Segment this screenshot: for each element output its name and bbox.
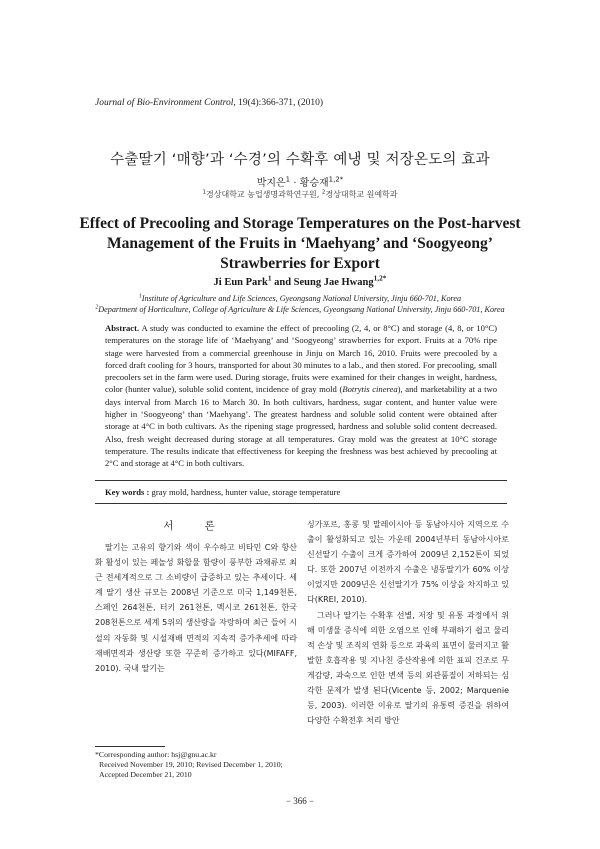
korean-title: 수출딸기 ‘매향’과 ‘수경’의 수확후 예냉 및 저장온도의 효과 xyxy=(110,152,490,168)
accepted-date: Accepted December 21, 2010 xyxy=(99,769,192,779)
section-heading-introduction: 서 론 xyxy=(163,520,229,532)
english-affil-2-sup: 2 xyxy=(95,304,99,311)
keywords-text: gray mold, hardness, hunter value, storage temperature xyxy=(149,487,341,497)
english-affiliation-1 xyxy=(40,294,560,303)
korean-author-2-sup: 1,2* xyxy=(328,175,344,184)
abstract xyxy=(105,322,497,470)
english-title-line-3: Strawberries for Export xyxy=(220,255,380,272)
journal-issue: 19(4):366-371, (2010) xyxy=(238,98,324,108)
korean-authors xyxy=(0,174,600,189)
journal-citation xyxy=(95,98,323,108)
keywords xyxy=(105,487,340,497)
english-affil-1-text: Institute of Agriculture and Life Sciences, Gyeongsang National University, Jinju 660-701, Korea xyxy=(141,294,462,303)
english-affil-1-sup: 1 xyxy=(138,293,142,300)
received-revised-dates: Received November 19, 2010; Revised December 1, 2010; xyxy=(99,759,283,769)
keywords-top-rule xyxy=(95,480,507,481)
korean-affil-2: 경상대학교 원예학과 xyxy=(325,190,398,199)
right-column-paragraph-2: 그러나 딸기는 수확후 선별, 저장 및 유통 과정에서 위해 미생물 증식에 의한 오염으로 인해 부패하기 쉽고 물리적 손상 및 조직의 연화 등으로 과육의 표면이 물러지고 활발한 호흡작용 및 지나친 증산작용에 의한 표피 건조로 무게감량, 과숙으로 인한 변색 등의 외관품질이 저하되는 심각한 문제가 발생 된다(Vicente 등, 2002; Marquenie 등, 2003). 이러한 이유로 딸기의 유통력 증진을 위하여 다양한 수확전후 처리 방안 xyxy=(307,610,509,726)
korean-author-1: 박지은 xyxy=(256,178,286,189)
page-number: − 366 − xyxy=(285,796,315,806)
korean-affil-1: 경상대학교 농업생명과학연구원, xyxy=(206,190,322,199)
left-column xyxy=(95,540,297,676)
english-author-1: Ji Eun Park xyxy=(213,277,268,288)
journal-name: Journal of Bio-Environment Control, xyxy=(95,98,236,108)
keywords-bottom-rule xyxy=(95,503,507,504)
korean-affil-1-sup: 1 xyxy=(202,189,207,196)
english-author-2: and Seung Jae Hwang xyxy=(271,277,374,288)
english-author-2-sup: 1,2* xyxy=(373,273,387,283)
footnote xyxy=(95,750,305,779)
abstract-species-name: Botrytis cinerea xyxy=(342,384,398,395)
footnote-rule xyxy=(95,746,165,747)
right-column-paragraph-1: 싱가포르, 홍콩 및 말레이시아 등 동남아시아 지역으로 수출이 활성화되고 있는 가운데 2004년부터 동남아시아로 신선딸기 수출이 크게 증가하여 2009년 2,152톤이 되었다. 또한 2007년 이전까지 수출은 냉동딸기가 60% 이상이었지만 2009년은 신선딸기가 75% 이상을 차지하고 있다(KREI, 2010). xyxy=(307,520,509,605)
right-column xyxy=(307,517,509,728)
english-title-line-2: Management of the Fruits in ‘Maehyang’ and ‘Soogyeong’ xyxy=(107,235,493,252)
korean-affiliations xyxy=(0,189,600,200)
abstract-text-part-1: A study was conducted to examine the effect of precooling (2, 4, or 8°C) and storage (4, 8, or 10°C) temperatures on the storage life of ‘Maehyang’ and ‘Soogyeong’ strawberries for export. Fruits at a 70% ripe stage were harvested from a commercial greenhouse in Jinju on March 16, 2010. Fruits were precooled by a forced draft cooling for 3 hours, transported for about 30 minutes to a lab., and then stored. For precooling, small precoolers set in the farm were used. During storage, fruits were examined for their changes in weight, hardness, color (hunter value), soluble solid content, incidence of gray mold ( xyxy=(105,323,497,395)
left-column-paragraph-1: 딸기는 고유의 향기와 색이 우수하고 비타민 C와 항산화 활성이 있는 페놀성 화합물 함량이 풍부한 과채류로 최근 전세계적으로 그 소비량이 급증하고 있는 추세이다. 세계 딸기 생산 규모는 2008년 기준으로 미국 1,149천톤, 스페인 264천톤, 터키 261천톤, 멕시코 261천톤, 한국 208천톤으로 세계 5위의 생산량을 자랑하며 최근 들어 시설의 자동화 및 시설재배 면적의 지속적 증가추세에 따라 재배면적과 생산량 또한 꾸준히 증가하고 있다(MIFAFF, 2010). 국내 딸기는 xyxy=(95,543,297,673)
english-title xyxy=(60,214,540,274)
english-author-1-sup: 1 xyxy=(267,273,272,283)
keywords-label: Key words : xyxy=(105,487,150,497)
korean-author-2: · 황승재 xyxy=(290,178,329,189)
abstract-label: Abstract. xyxy=(105,323,140,333)
english-title-line-1: Effect of Precooling and Storage Temperatures on the Post-harvest xyxy=(79,215,521,232)
abstract-text-part-2: ), and marketability at a two days interval from March 16 to March 30. In both cultivars, hardness, sugar content, and hunter value were higher in ‘Soogyeong’ than ‘Maehyang’. The greatest hardness and soluble solid content were obtained after storage at 4°C in both cultivars. As the ripening stage progressed, hardness and soluble solid content decreased. Also, fresh weight decreased during storage at all temperatures. Gray mold was the greatest at 10°C storage temperature. The results indicate that effectiveness for keeping the freshness was best achieved by precooling at 2°C and storage at 4°C in both cultivars. xyxy=(105,384,497,469)
english-affiliation-2 xyxy=(40,305,560,314)
corresponding-author: *Corresponding author: hsj@gnu.ac.kr xyxy=(95,750,217,759)
english-affil-2-text: Department of Horticulture, College of Agriculture & Life Sciences, Gyeongsang National University, Jinju 660-701, Korea xyxy=(98,305,505,314)
korean-affil-2-sup: 2 xyxy=(321,189,326,196)
korean-author-1-sup: 1 xyxy=(285,175,291,184)
english-authors xyxy=(0,273,600,288)
